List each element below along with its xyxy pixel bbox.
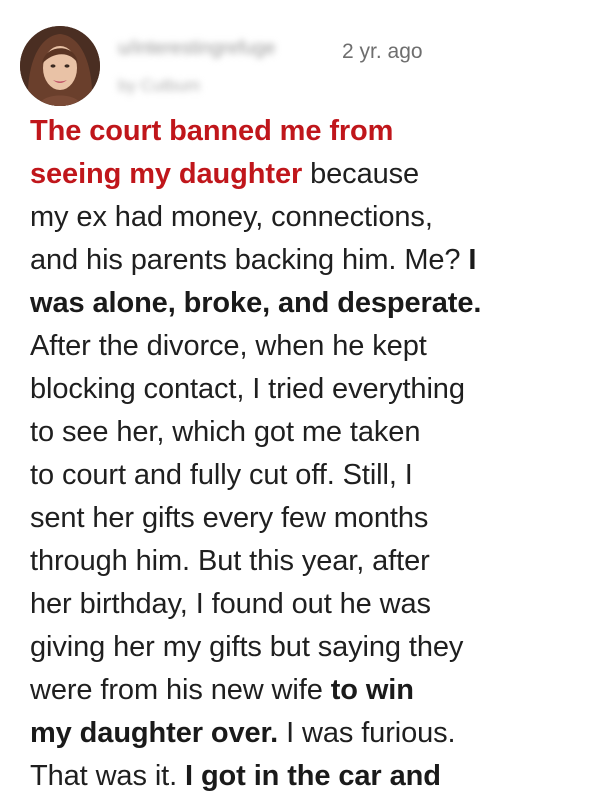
comment-line — [30, 540, 600, 583]
comment-line — [30, 712, 600, 755]
body-text: giving her my gifts but saying they — [30, 631, 464, 663]
bold-text: I got in the car and — [185, 760, 441, 792]
comment-line — [30, 411, 600, 454]
body-text: I was furious. — [278, 717, 456, 749]
bold-text: was alone, broke, and desperate. — [30, 287, 482, 319]
body-text: her birthday, I found out he was — [30, 588, 431, 620]
avatar-portrait — [20, 26, 100, 106]
comment-line — [30, 626, 600, 669]
comment-line — [30, 669, 600, 712]
body-text: were from his new wife — [30, 674, 331, 706]
bold-text: my daughter over. — [30, 717, 279, 749]
bold-text: I — [468, 244, 477, 276]
comment-line — [30, 454, 600, 497]
comment-line — [30, 110, 600, 153]
body-text: blocking contact, I tried everything — [30, 373, 465, 405]
comment-line — [30, 368, 600, 411]
body-text: because — [302, 158, 420, 190]
body-text: That was it. — [30, 760, 186, 792]
body-text: After the divorce, when he kept — [30, 330, 427, 362]
comment-line — [30, 282, 600, 325]
body-text: and his parents backing him. Me? — [30, 244, 469, 276]
username[interactable]: u/interestingrefuge — [118, 38, 276, 59]
body-text: to court and fully cut off. Still, I — [30, 459, 413, 491]
user-avatar[interactable] — [20, 26, 100, 106]
comment-body — [30, 110, 600, 798]
body-text: sent her gifts every few months — [30, 502, 429, 534]
bold-text: to win — [330, 674, 414, 706]
body-text: through him. But this year, after — [30, 545, 430, 577]
comment-line — [30, 153, 600, 196]
comment-line — [30, 325, 600, 368]
highlighted-text: The court banned me from — [30, 115, 394, 147]
comment-line — [30, 196, 600, 239]
body-text: to see her, which got me taken — [30, 416, 421, 448]
comment-line — [30, 497, 600, 540]
user-subline: by Cutbum — [118, 76, 201, 95]
body-text: my ex had money, connections, — [30, 201, 433, 233]
comment-line — [30, 583, 600, 626]
comment-line — [30, 239, 600, 282]
highlighted-text: seeing my daughter — [30, 158, 303, 190]
comment-timestamp: 2 yr. ago — [342, 40, 423, 63]
